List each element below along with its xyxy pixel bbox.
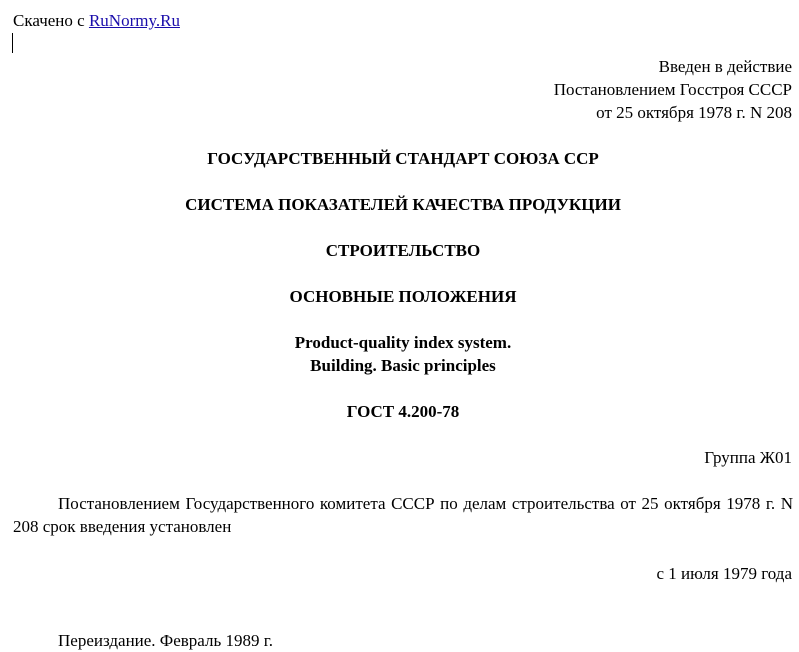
intro-line-3: от 25 октября 1978 г. N 208 xyxy=(596,103,792,122)
english-title-line-2: Building. Basic principles xyxy=(310,356,496,375)
title-line-3: СТРОИТЕЛЬСТВО xyxy=(325,241,481,260)
effective-date: с 1 июля 1979 года xyxy=(656,564,792,583)
classification-group: Группа Ж01 xyxy=(704,448,792,467)
title-line-1: ГОСУДАРСТВЕННЫЙ СТАНДАРТ СОЮЗА ССР xyxy=(207,149,599,168)
text-cursor xyxy=(12,33,13,53)
decree-paragraph: Постановлением Государственного комитета СССР по делам строительства от 25 октября 1978 г. N 208 срок введения установлен xyxy=(13,494,793,536)
english-title-line-1: Product-quality index system. xyxy=(294,333,512,352)
download-prefix: Скачено с xyxy=(13,11,85,30)
download-note xyxy=(13,9,180,32)
standard-code: ГОСТ 4.200-78 xyxy=(346,402,460,421)
title-line-2: СИСТЕМА ПОКАЗАТЕЛЕЙ КАЧЕСТВА ПРОДУКЦИИ xyxy=(185,195,621,214)
title-line-4: ОСНОВНЫЕ ПОЛОЖЕНИЯ xyxy=(289,287,517,306)
source-link[interactable]: RuNormy.Ru xyxy=(88,11,180,30)
intro-line-2: Постановлением Госстроя СССР xyxy=(553,80,792,99)
reissue-note: Переиздание. Февраль 1989 г. xyxy=(58,631,274,650)
intro-line-1: Введен в действие xyxy=(658,57,792,76)
